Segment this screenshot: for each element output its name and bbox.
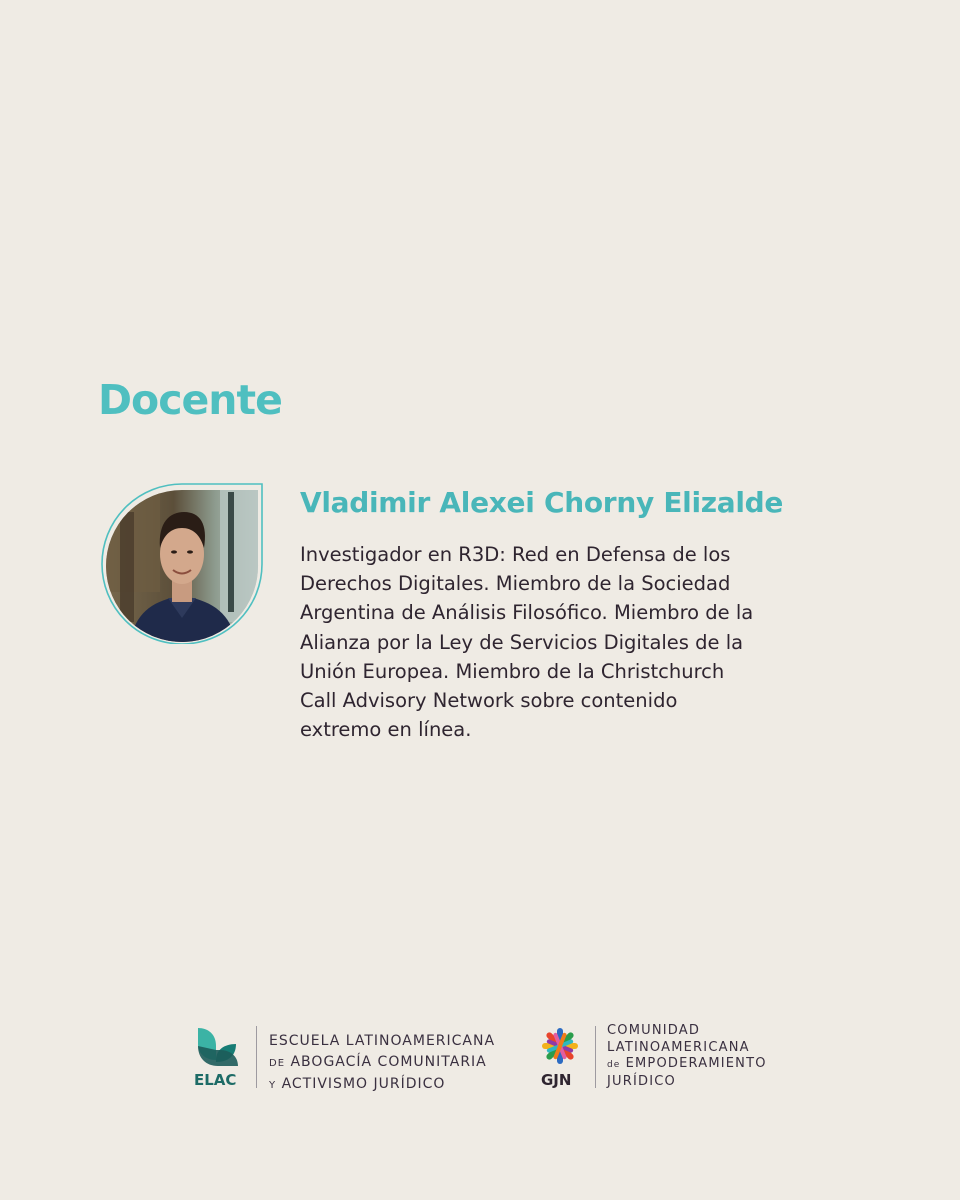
gjn-line-4: JURÍDICO [607, 1073, 676, 1089]
elac-line-3: ACTIVISMO JURÍDICO [281, 1076, 446, 1092]
section-heading: Docente [98, 376, 282, 424]
bio-line: Call Advisory Network sobre contenido [300, 689, 678, 713]
elac-logo-icon [194, 1024, 240, 1088]
bio-line: Unión Europea. Miembro de la Christchurch [300, 659, 725, 683]
bio-line: Derechos Digitales. Miembro de la Sociedad [300, 572, 731, 596]
bio-line: Alianza por la Ley de Servicios Digitales de la [300, 630, 744, 654]
gjn-name [607, 1023, 767, 1090]
elac-divider [256, 1026, 257, 1088]
elac-name [269, 1031, 495, 1096]
bio-line: Investigador en R3D: Red en Defensa de los [300, 543, 731, 566]
bio-line: Argentina de Análisis Filosófico. Miembro de la [300, 601, 754, 625]
elac-line-3-prefix: Y [269, 1080, 277, 1091]
gjn-line-1: COMUNIDAD [607, 1023, 701, 1038]
portrait-photo [100, 482, 264, 644]
gjn-line-2: LATINOAMERICANA [607, 1039, 750, 1055]
elac-acronym: ELAC [194, 1071, 237, 1088]
elac-line-2-prefix: DE [269, 1058, 286, 1069]
person-name: Vladimir Alexei Chorny Elizalde [300, 486, 784, 519]
bio-line: extremo en línea. [300, 718, 472, 742]
elac-line-1: ESCUELA LATINOAMERICANA [269, 1033, 496, 1049]
gjn-line-3-prefix: de [607, 1060, 621, 1071]
gjn-acronym: GJN [541, 1071, 572, 1088]
gjn-divider [595, 1026, 596, 1088]
elac-line-2: ABOGACÍA COMUNITARIA [290, 1054, 487, 1070]
gjn-line-3: EMPODERAMIENTO [625, 1056, 767, 1072]
person-bio [300, 540, 830, 744]
gjn-logo-icon [536, 1024, 584, 1088]
